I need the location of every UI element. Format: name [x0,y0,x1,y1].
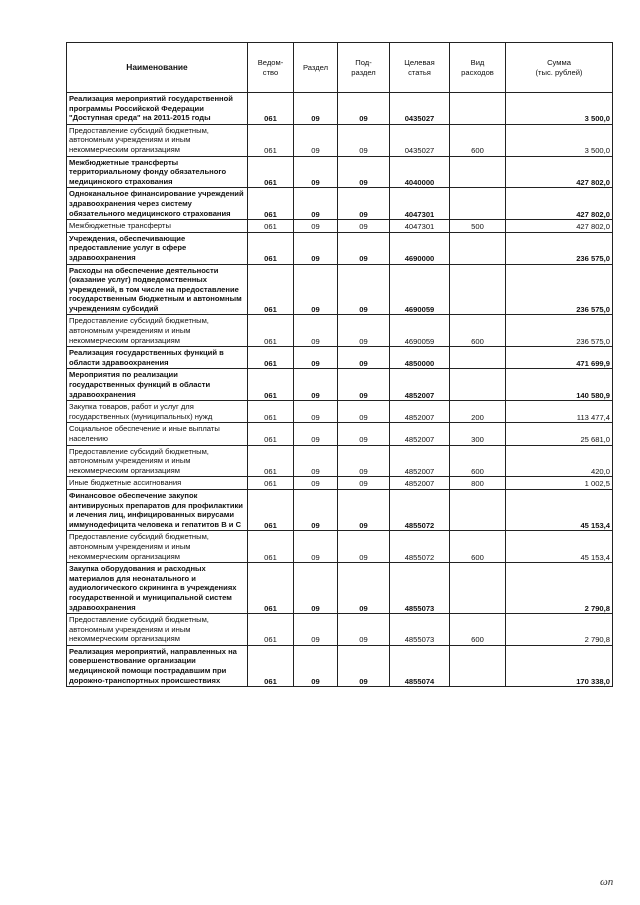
cell-expense [450,645,506,686]
table-row [67,423,613,445]
cell-expense [450,93,506,125]
table-row [67,188,613,220]
cell-name: Закупка товаров, работ и услуг для государственных (муниципальных) нужд [67,401,248,423]
cell-dept: 061 [248,563,294,614]
cell-expense: 600 [450,315,506,347]
cell-name: Предоставление субсидий бюджетным, автономным учреждениям и иным некоммерческим организациям [67,315,248,347]
cell-name: Учреждения, обеспечивающие предоставление услуг в сфере здравоохранения [67,232,248,264]
cell-dept: 061 [248,264,294,315]
cell-section: 09 [294,188,338,220]
cell-target: 4690000 [390,232,450,264]
table-row [67,264,613,315]
cell-dept: 061 [248,423,294,445]
cell-sum: 113 477,4 [506,401,613,423]
cell-subsection: 09 [338,489,390,530]
cell-name: Закупка оборудования и расходных материалов для неонатального и аудиологического скрининга в учреждениях государственной и муниципальной систем здравоохранения [67,563,248,614]
cell-sum: 236 575,0 [506,232,613,264]
cell-name: Реализация мероприятий, направленных на совершенствование организации медицинской помощи пострадавшим при дорожно-транспортных происшествиях [67,645,248,686]
cell-name: Предоставление субсидий бюджетным, автономным учреждениям и иным некоммерческим организациям [67,614,248,646]
header-subsection: Под- раздел [338,43,390,93]
table-row [67,347,613,369]
cell-target: 0435027 [390,93,450,125]
cell-expense [450,563,506,614]
cell-target: 4852007 [390,477,450,490]
cell-name: Межбюджетные трансферты [67,220,248,233]
cell-expense [450,369,506,401]
cell-subsection: 09 [338,369,390,401]
header-target: Целевая статья [390,43,450,93]
cell-target: 4690059 [390,264,450,315]
table-row [67,93,613,125]
header-expense: Вид расходов [450,43,506,93]
cell-sum: 427 802,0 [506,188,613,220]
cell-subsection: 09 [338,531,390,563]
table-row [67,531,613,563]
cell-expense: 200 [450,401,506,423]
cell-subsection: 09 [338,93,390,125]
cell-subsection: 09 [338,445,390,477]
cell-subsection: 09 [338,477,390,490]
cell-sum: 471 699,9 [506,347,613,369]
cell-expense [450,489,506,530]
cell-sum: 25 681,0 [506,423,613,445]
table-row [67,156,613,188]
cell-name: Финансовое обеспечение закупок антивирусных препаратов для профилактики и лечения лиц, инфицированных вирусами иммунодефицита человека и гепатитов B и C [67,489,248,530]
cell-target: 4852007 [390,423,450,445]
cell-sum: 427 802,0 [506,156,613,188]
cell-section: 09 [294,93,338,125]
table-header-row [67,43,613,93]
cell-sum: 45 153,4 [506,489,613,530]
cell-subsection: 09 [338,423,390,445]
cell-sum: 2 790,8 [506,563,613,614]
cell-target: 4855072 [390,489,450,530]
cell-section: 09 [294,445,338,477]
cell-section: 09 [294,232,338,264]
table-row [67,445,613,477]
cell-name: Реализация мероприятий государственной программы Российской Федерации "Доступная среда" на 2011-2015 годы [67,93,248,125]
cell-target: 0435027 [390,124,450,156]
table-body [67,93,613,687]
cell-section: 09 [294,369,338,401]
cell-target: 4850000 [390,347,450,369]
cell-target: 4690059 [390,315,450,347]
cell-expense [450,188,506,220]
table-row [67,614,613,646]
cell-expense: 600 [450,445,506,477]
cell-target: 4855072 [390,531,450,563]
cell-subsection: 09 [338,645,390,686]
table-row [67,645,613,686]
table-row [67,369,613,401]
cell-name: Расходы на обеспечение деятельности (оказание услуг) подведомственных учреждений, в том числе на предоставление государственным бюджетным и автономным учреждениям субсидий [67,264,248,315]
cell-section: 09 [294,124,338,156]
cell-sum: 1 002,5 [506,477,613,490]
cell-dept: 061 [248,369,294,401]
cell-subsection: 09 [338,156,390,188]
cell-subsection: 09 [338,220,390,233]
cell-subsection: 09 [338,614,390,646]
cell-section: 09 [294,264,338,315]
cell-expense [450,232,506,264]
cell-dept: 061 [248,232,294,264]
cell-name: Реализация государственных функций в области здравоохранения [67,347,248,369]
cell-sum: 3 500,0 [506,93,613,125]
cell-sum: 3 500,0 [506,124,613,156]
cell-dept: 061 [248,531,294,563]
cell-target: 4855073 [390,563,450,614]
cell-target: 4047301 [390,220,450,233]
cell-dept: 061 [248,188,294,220]
cell-dept: 061 [248,347,294,369]
cell-section: 09 [294,220,338,233]
cell-dept: 061 [248,445,294,477]
cell-name: Социальное обеспечение и иные выплаты населению [67,423,248,445]
cell-dept: 061 [248,93,294,125]
cell-sum: 236 575,0 [506,264,613,315]
table-row [67,232,613,264]
header-sum: Сумма (тыс. рублей) [506,43,613,93]
cell-sum: 170 338,0 [506,645,613,686]
page-mark: ωn [600,876,614,888]
cell-subsection: 09 [338,188,390,220]
cell-dept: 061 [248,614,294,646]
cell-dept: 061 [248,645,294,686]
table-row [67,315,613,347]
cell-dept: 061 [248,315,294,347]
cell-subsection: 09 [338,264,390,315]
cell-name: Мероприятия по реализации государственных функций в области здравоохранения [67,369,248,401]
cell-dept: 061 [248,477,294,490]
table-row [67,401,613,423]
cell-dept: 061 [248,220,294,233]
cell-subsection: 09 [338,563,390,614]
cell-subsection: 09 [338,401,390,423]
cell-expense: 300 [450,423,506,445]
cell-target: 4855074 [390,645,450,686]
cell-name: Одноканальное финансирование учреждений здравоохранения через систему обязательного медицинского страхования [67,188,248,220]
cell-target: 4047301 [390,188,450,220]
cell-target: 4852007 [390,401,450,423]
cell-subsection: 09 [338,124,390,156]
cell-sum: 427 802,0 [506,220,613,233]
cell-section: 09 [294,423,338,445]
table-row [67,220,613,233]
table-row [67,563,613,614]
cell-section: 09 [294,156,338,188]
table-row [67,489,613,530]
header-name: Наименование [67,43,248,93]
cell-expense: 600 [450,531,506,563]
cell-name: Предоставление субсидий бюджетным, автономным учреждениям и иным некоммерческим организациям [67,124,248,156]
cell-target: 4040000 [390,156,450,188]
cell-name: Межбюджетные трансферты территориальному фонду обязательного медицинского страхования [67,156,248,188]
cell-sum: 236 575,0 [506,315,613,347]
cell-expense: 600 [450,124,506,156]
cell-sum: 45 153,4 [506,531,613,563]
cell-sum: 2 790,8 [506,614,613,646]
cell-sum: 420,0 [506,445,613,477]
cell-expense: 600 [450,614,506,646]
cell-dept: 061 [248,401,294,423]
cell-name: Предоставление субсидий бюджетным, автономным учреждениям и иным некоммерческим организациям [67,531,248,563]
cell-subsection: 09 [338,315,390,347]
cell-dept: 061 [248,124,294,156]
cell-expense [450,347,506,369]
cell-section: 09 [294,347,338,369]
cell-section: 09 [294,477,338,490]
cell-dept: 061 [248,156,294,188]
cell-dept: 061 [248,489,294,530]
cell-expense: 500 [450,220,506,233]
header-dept: Ведом- ство [248,43,294,93]
cell-section: 09 [294,315,338,347]
cell-section: 09 [294,563,338,614]
cell-subsection: 09 [338,347,390,369]
cell-name: Предоставление субсидий бюджетным, автономным учреждениям и иным некоммерческим организациям [67,445,248,477]
cell-section: 09 [294,401,338,423]
cell-section: 09 [294,614,338,646]
cell-target: 4852007 [390,369,450,401]
cell-sum: 140 580,9 [506,369,613,401]
header-section: Раздел [294,43,338,93]
cell-expense [450,264,506,315]
cell-section: 09 [294,531,338,563]
cell-target: 4852007 [390,445,450,477]
budget-table [66,42,613,687]
cell-target: 4855073 [390,614,450,646]
cell-expense [450,156,506,188]
budget-table-sheet [66,42,612,687]
cell-section: 09 [294,645,338,686]
cell-expense: 800 [450,477,506,490]
table-row [67,477,613,490]
cell-section: 09 [294,489,338,530]
cell-subsection: 09 [338,232,390,264]
cell-name: Иные бюджетные ассигнования [67,477,248,490]
table-row [67,124,613,156]
